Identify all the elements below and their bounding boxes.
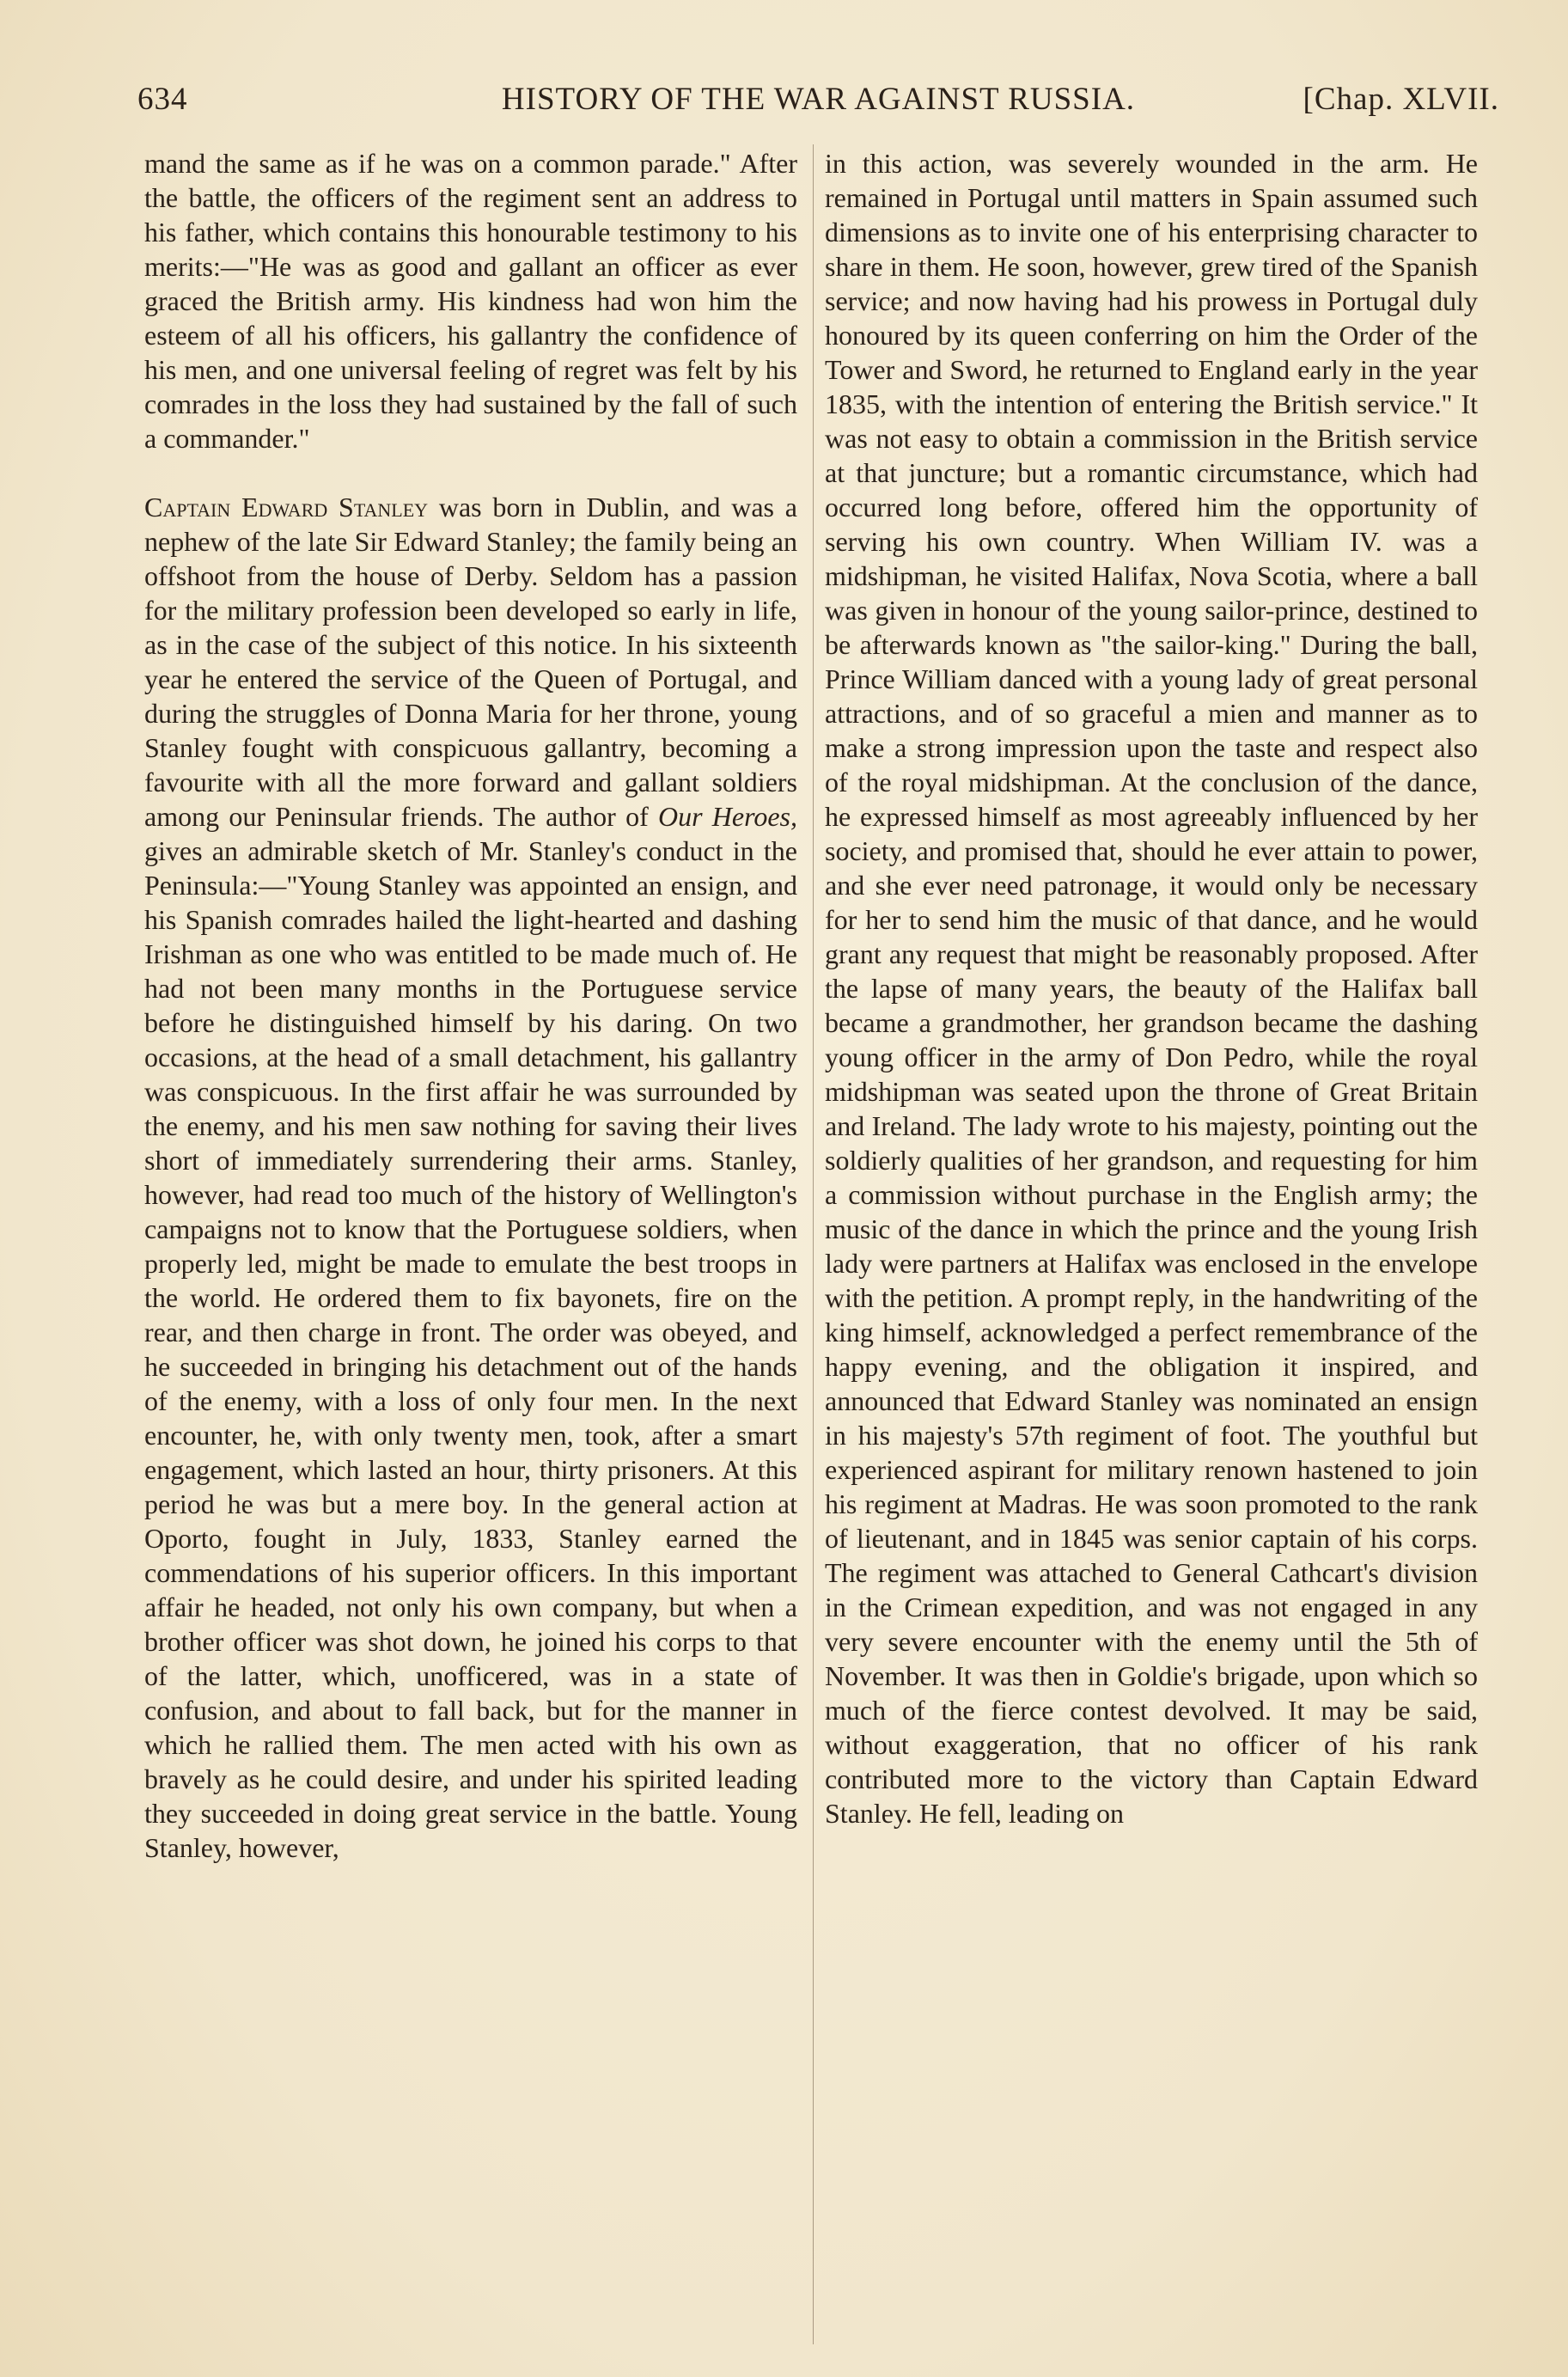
biography-text-part-2: gives an admirable sketch of Mr. Stanley's conduct in the Peninsula:—"Young Stanley was appointed an ensign, and his Spanish comrades hailed the light-hearted and dashing Irishman as one who was entitled to be made much of. He had not been many months in the Portuguese service before he distinguished himself by his daring. On two occasions, at the head of a small detachment, his gallantry was conspicuous. In the first affair he was surrounded by the enemy, and his men saw nothing for saving their lives short of immediately surrendering their arms. Stanley, however, had read too much of the history of Wellington's campaigns not to know that the Portuguese soldiers, when properly led, might be made to emulate the best troops in the world. He ordered them to fix bayonets, fire on the rear, and then charge in front. The order was obeyed, and he succeeded in bringing his detachment out of the hands of the enemy, with a loss of only four men. In the next encounter, he, with only twenty men, took, after a smart engagement, which lasted an hour, thirty prisoners. At this period he was but a mere boy. In the general action at Oporto, fought in July, 1833, Stanley earned the commendations of his superior officers. In this important affair he headed, not only his own company, but when a brother officer was shot down, he joined his corps to that of the latter, which, unofficered, was in a state of confusion, and about to fall back, but for the manner in which he rallied them. The men acted with his own as bravely as he could desire, and under his spirited leading they succeeded in doing great service in the battle. Young Stanley, however, [144,835,797,1863]
page-header [137,74,1499,125]
right-column [825,146,1478,2346]
paragraph-stanley-biography [144,490,797,1865]
book-title-our-heroes: Our Heroes, [657,801,797,832]
subject-name: Captain Edward Stanley [144,492,429,522]
column-divider [813,144,814,2344]
left-column [144,146,797,2346]
running-title: HISTORY OF THE WAR AGAINST RUSSIA. [501,82,1136,117]
paragraph-continuation: in this action, was severely wounded in the arm. He remained in Portugal until matters in Spain assumed such dimensions as to invite one of his enterprising character to share in them. He soon, however, grew tired of the Spanish service; and now having had his prowess in Portugal duly honoured by its queen conferring on him the Order of the Tower and Sword, he returned to England early in the year 1835, with the intention of entering the British service." It was not easy to obtain a commission in the British service at that juncture; but a romantic circumstance, which had occurred long before, offered him the opportunity of serving his own country. When William IV. was a midshipman, he visited Halifax, Nova Scotia, where a ball was given in honour of the young sailor-prince, destined to be afterwards known as "the sailor-king." During the ball, Prince William danced with a young lady of great personal attractions, and of so graceful a mien and manner as to make a strong impression upon the taste and respect also of the royal midshipman. At the conclusion of the dance, he expressed himself as most agreeably influenced by her society, and promised that, should he ever attain to power, and she ever need patronage, it would only be necessary for her to send him the music of that dance, and he would grant any request that might be reasonably proposed. After the lapse of many years, the beauty of the Halifax ball became a grandmother, her grandson became the dashing young officer in the army of Don Pedro, while the royal midshipman was seated upon the throne of Great Britain and Ireland. The lady wrote to his majesty, pointing out the soldierly qualities of her grandson, and requesting for him a commission without purchase in the English army; the music of the dance in which the prince and the young Irish lady were partners at Halifax was enclosed in the envelope with the petition. A prompt reply, in the handwriting of the king himself, acknowledged a perfect remembrance of the happy evening, and the obligation it inspired, and announced that Edward Stanley was nominated an ensign in his majesty's 57th regiment of foot. The youthful but experienced aspirant for military renown hastened to join his regiment at Madras. He was soon promoted to the rank of lieutenant, and in 1845 was senior captain of his corps. The regiment was attached to General Cathcart's division in the Crimean expedition, and was not engaged in any very severe encounter with the enemy until the 5th of November. It was then in Goldie's brigade, upon which so much of the fierce contest devolved. It may be said, without exaggeration, that no officer of his rank contributed more to the victory than Captain Edward Stanley. He fell, leading on [825,148,1478,1829]
biography-text-part-1: was born in Dublin, and was a nephew of the late Sir Edward Stanley; the family being an offshoot from the house of Derby. Seldom has a passion for the military profession been developed so early in life, as in the case of the subject of this notice. In his sixteenth year he entered the service of the Queen of Portugal, and during the struggles of Donna Maria for her throne, young Stanley fought with conspicuous gallantry, becoming a favourite with all the more forward and gallant soldiers among our Peninsular friends. The author of [144,492,797,832]
chapter-label: [Chap. XLVII. [1303,82,1499,117]
paragraph-testimony: mand the same as if he was on a common parade." After the battle, the officers of the regiment sent an address to his father, which contains this honourable testimony to his merits:—"He was as good and gallant an officer as ever graced the British army. His kindness had won him the esteem of all his officers, his gallantry the confidence of his men, and one universal feeling of regret was felt by his comrades in the loss they had sustained by the fall of such a commander." [144,148,797,454]
page-number: 634 [137,82,188,117]
